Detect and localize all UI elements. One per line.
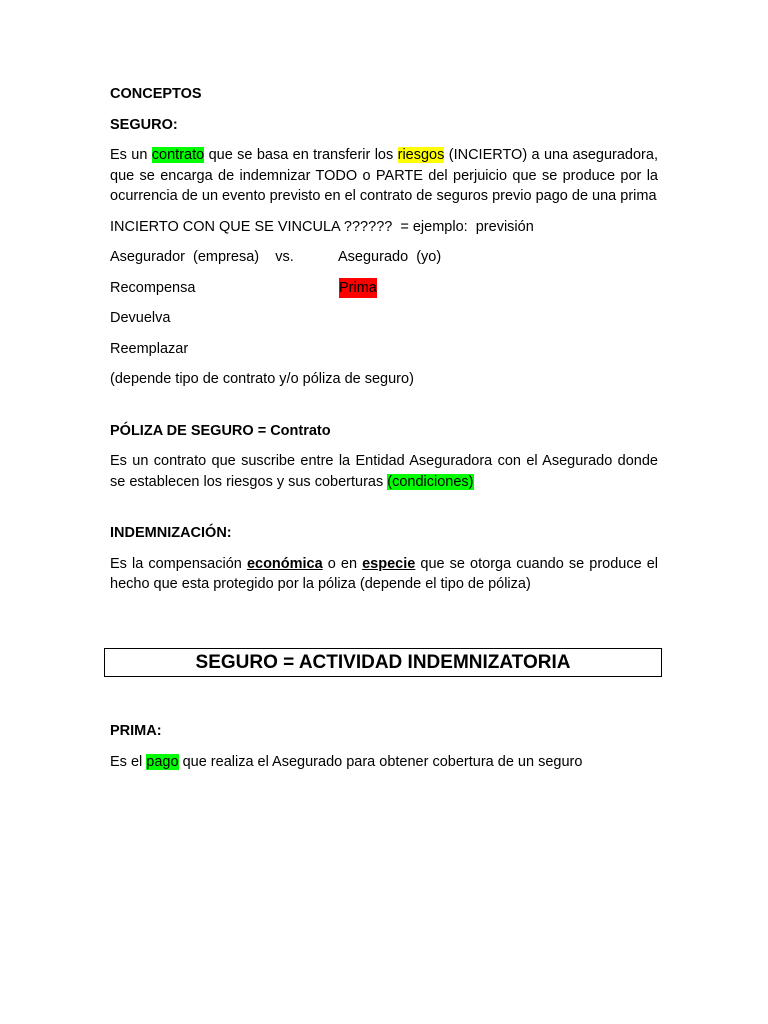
indemnizacion-heading: INDEMNIZACIÓN: [110, 525, 232, 541]
depende-note: (depende tipo de contrato y/o póliza de seguro) [110, 371, 414, 387]
prima-section [110, 721, 658, 772]
highlight-prima: Prima [339, 278, 377, 299]
indemnizacion-text-oen: o en [327, 555, 358, 572]
highlight-contrato: contrato [151, 147, 205, 163]
asegurador-label: Asegurador (empresa) vs. [110, 249, 294, 265]
prima-heading: PRIMA: [110, 723, 162, 739]
prima-text-prefix: Es el [110, 753, 143, 770]
economica-term: económica [246, 555, 323, 572]
incierto-line: INCIERTO CON QUE SE VINCULA ?????? = ejemplo: previsión [110, 218, 534, 235]
document-body [110, 84, 658, 595]
recompensa-row [110, 278, 658, 299]
indemnizacion-text-rest: que se otorga cuando se produce el hecho que esta protegido por la póliza (depende el tipo de póliza) [110, 555, 659, 592]
document-title: CONCEPTOS [110, 86, 202, 102]
highlight-condiciones: (condiciones) [387, 473, 474, 490]
indemnizacion-definition [110, 554, 658, 595]
highlight-pago: pago [146, 753, 179, 770]
poliza-heading: PÓLIZA DE SEGURO = Contrato [110, 422, 331, 439]
poliza-text: Es un contrato que suscribe entre la Entidad Aseguradora con el Asegurado donde se establecen los riesgos y sus coberturas [110, 453, 658, 490]
highlight-riesgos: riesgos [397, 147, 445, 163]
devuelva-label: Devuelva [110, 310, 171, 326]
reemplazar-label: Reemplazar [110, 340, 189, 357]
recompensa-label: Recompensa [110, 279, 196, 296]
seguro-actividad-banner: SEGURO = ACTIVIDAD INDEMNIZATORIA [104, 648, 662, 677]
indemnizacion-text-prefix: Es la compensación [110, 555, 242, 572]
asegurado-label: Asegurado (yo) [338, 249, 442, 265]
asegurador-row [110, 247, 658, 268]
seguro-text-prefix: Es un [110, 147, 148, 163]
seguro-definition [110, 145, 658, 207]
especie-term: especie [362, 555, 416, 572]
seguro-heading: SEGURO: [110, 116, 178, 133]
prima-text-rest: que realiza el Asegurado para obtener cobertura de un seguro [182, 753, 583, 770]
prima-definition [110, 752, 658, 773]
seguro-text-mid: que se basa en transferir los [208, 147, 394, 163]
seguro-text-rest: (INCIERTO) a una aseguradora, que se encarga de indemnizar TODO o PARTE del perjuicio que se produce por la ocurrencia de un evento previsto en el contrato de seguros previo pago de una prima [110, 147, 658, 204]
poliza-definition [110, 451, 658, 492]
